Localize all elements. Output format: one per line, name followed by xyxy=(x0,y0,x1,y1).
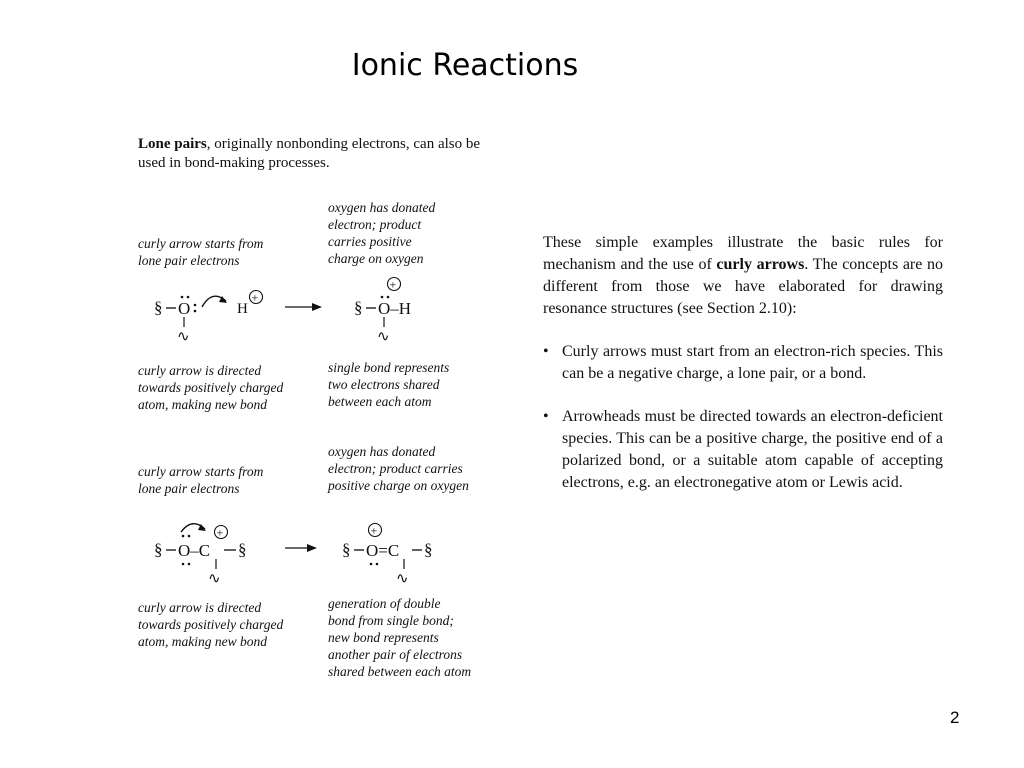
ex2-caption-bottom-right: generation of double bond from single bond; new bond represents another pair of electrons shared between each atom xyxy=(328,596,472,679)
svg-text:§: § xyxy=(354,298,363,317)
intro-paragraph xyxy=(138,135,498,173)
intro-rest: , originally nonbonding electrons, can also be used in bond-making processes. xyxy=(138,136,481,171)
ex2-reactant: O–C xyxy=(178,541,211,560)
intro-bold-term: Lone pairs xyxy=(138,136,207,152)
rule-bullet-2: • Arrowheads must be directed towards an electron-deficient species. This can be a positive charge, the positive end of a polarized bond, or a suitable atom capable of accepting electrons, e.g. an electronegative atom or Lewis acid. xyxy=(543,408,943,491)
svg-text:+: + xyxy=(251,290,259,305)
page-number: 2 xyxy=(950,708,960,727)
ex1-caption-top-left: curly arrow starts from lone pair electrons xyxy=(138,236,264,268)
bullet-icon: • xyxy=(543,408,549,425)
wavy-bond-icon: ∿ xyxy=(208,571,221,587)
ex1-caption-top-right: oxygen has donated electron; product carries positive charge on oxygen xyxy=(328,200,436,266)
svg-text:∿: ∿ xyxy=(396,571,409,587)
ex1-bond-end: § xyxy=(154,298,163,317)
svg-text:§: § xyxy=(342,540,351,559)
rules-text xyxy=(543,232,943,515)
ex2-caption-top-right: oxygen has donated electron; product carries positive charge on oxygen xyxy=(328,444,469,493)
svg-text:+: + xyxy=(389,277,397,292)
ex1-product: O–H xyxy=(378,299,412,318)
rule-bullet-1: • Curly arrows must start from an electron-rich species. This can be a negative charge, a lone pair, or a bond. xyxy=(543,343,943,382)
ex1-caption-bottom-left: curly arrow is directed towards positively charged atom, making new bond xyxy=(138,363,284,412)
ex1-caption-bottom-right: single bond represents two electrons shared between each atom xyxy=(328,360,450,409)
ex2-product: O=C xyxy=(366,541,400,560)
svg-text:§: § xyxy=(424,540,433,559)
ex2-reaction-scheme xyxy=(150,515,450,590)
rules-intro-paragraph: These simple examples illustrate the basic rules for mechanism and the use of curly arrows. The concepts are no different from those we have elaborated for drawing resonance structures (see Section 2.10): xyxy=(543,234,943,317)
ex1-oxygen: O xyxy=(178,299,191,318)
ex1-hydrogen: H xyxy=(237,301,248,317)
svg-text:+: + xyxy=(216,525,224,540)
ex2-caption-top-left: curly arrow starts from lone pair electrons xyxy=(138,464,264,496)
page-title: Ionic Reactions xyxy=(351,48,579,83)
svg-text:§: § xyxy=(238,540,247,559)
curly-arrows-term: curly arrows xyxy=(716,256,805,273)
svg-text:∿: ∿ xyxy=(377,329,390,345)
svg-text:§: § xyxy=(154,540,163,559)
bullet-icon: • xyxy=(543,343,549,360)
svg-text:+: + xyxy=(370,523,378,538)
ex1-reaction-scheme xyxy=(140,275,440,345)
wavy-bond-icon: ∿ xyxy=(177,329,190,345)
ex2-caption-bottom-left: curly arrow is directed towards positively charged atom, making new bond xyxy=(138,600,284,649)
